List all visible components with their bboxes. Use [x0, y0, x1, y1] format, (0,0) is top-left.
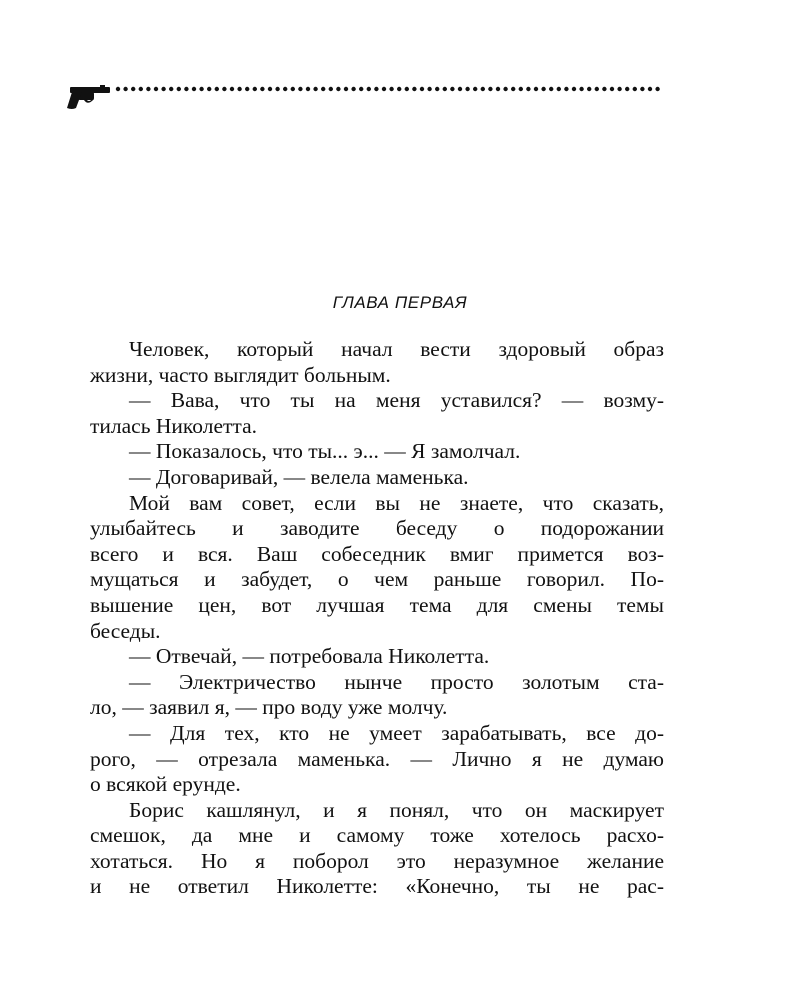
rule-dot	[215, 87, 219, 91]
text-line: о всякой ерунде.	[90, 772, 241, 797]
text-line: рого, — отрезала маменька. — Лично я не думаю	[90, 746, 664, 771]
text-line: — Для тех, кто не умеет зарабатывать, все до-	[129, 720, 664, 745]
rule-dot	[184, 87, 188, 91]
rule-dot	[199, 87, 203, 91]
rule-dot	[465, 87, 469, 91]
text-line: всего и вся. Ваш собеседник вмиг примется воз-	[90, 541, 664, 566]
rule-dot	[557, 87, 561, 91]
rule-dot	[587, 87, 591, 91]
rule-dot	[443, 87, 447, 91]
rule-dot	[640, 87, 644, 91]
rule-dot	[245, 87, 249, 91]
rule-dot	[397, 87, 401, 91]
rule-dot	[625, 87, 629, 91]
rule-dot	[648, 87, 652, 91]
rule-dot	[412, 87, 416, 91]
rule-dot	[367, 87, 371, 91]
rule-dot	[526, 87, 530, 91]
rule-dot	[359, 87, 363, 91]
text-line: и не ответил Николетте: «Конечно, ты не рас-	[90, 874, 664, 899]
rule-dot	[405, 87, 409, 91]
rule-dot	[617, 87, 621, 91]
rule-dot	[488, 87, 492, 91]
text-line: — Договаривай, — велела маменька.	[129, 464, 469, 489]
rule-dot	[473, 87, 477, 91]
text-line: Борис кашлянул, и я понял, что он маскирует	[129, 797, 664, 822]
rule-dot	[511, 87, 515, 91]
rule-dot	[435, 87, 439, 91]
rule-dot	[534, 87, 538, 91]
rule-dot	[139, 87, 143, 91]
rule-dot	[253, 87, 257, 91]
rule-dot	[275, 87, 279, 91]
header-ornament	[62, 80, 672, 112]
rule-dot	[298, 87, 302, 91]
text-line: — Электричество нынче просто золотым ста-	[129, 669, 664, 694]
text-line: жизни, часто выглядит больным.	[90, 362, 391, 387]
rule-dot	[633, 87, 637, 91]
rule-dot	[427, 87, 431, 91]
rule-dot	[595, 87, 599, 91]
rule-dot	[579, 87, 583, 91]
text-line: мущаться и забудет, о чем раньше говорил. По-	[90, 567, 664, 592]
rule-dot	[131, 87, 135, 91]
rule-dot	[610, 87, 614, 91]
rule-dot	[123, 87, 127, 91]
rule-dot	[374, 87, 378, 91]
body-text	[90, 337, 664, 900]
rule-dot	[481, 87, 485, 91]
rule-dot	[382, 87, 386, 91]
rule-dot	[519, 87, 523, 91]
rule-dot	[321, 87, 325, 91]
text-line: — Вава, что ты на меня уставился? — возму-	[129, 388, 664, 413]
rule-dot	[420, 87, 424, 91]
text-line: улыбайтесь и заводите беседу о подорожании	[90, 516, 664, 541]
rule-dot	[260, 87, 264, 91]
rule-dot	[541, 87, 545, 91]
text-line: Мой вам совет, если вы не знаете, что сказать,	[129, 490, 664, 515]
rule-dot	[458, 87, 462, 91]
rule-dot	[154, 87, 158, 91]
rule-dot	[268, 87, 272, 91]
rule-dot	[389, 87, 393, 91]
rule-dot	[169, 87, 173, 91]
rule-dot	[161, 87, 165, 91]
rule-dot	[230, 87, 234, 91]
rule-dot	[207, 87, 211, 91]
rule-dot	[192, 87, 196, 91]
rule-dot	[655, 87, 659, 91]
text-line: тилась Николетта.	[90, 413, 257, 438]
text-line: вышение цен, вот лучшая тема для смены темы	[90, 592, 664, 617]
rule-dot	[306, 87, 310, 91]
rule-dot	[177, 87, 181, 91]
rule-dot	[313, 87, 317, 91]
revolver-icon	[67, 85, 110, 109]
rule-dot	[237, 87, 241, 91]
text-line: — Отвечай, — потребовала Николетта.	[129, 644, 490, 669]
rule-dot	[336, 87, 340, 91]
text-line: Человек, который начал вести здоровый образ	[129, 337, 664, 361]
rule-dot	[283, 87, 287, 91]
rule-dot	[564, 87, 568, 91]
text-line: — Показалось, что ты... э... — Я замолчал.	[129, 439, 521, 464]
rule-dot	[549, 87, 553, 91]
rule-dot	[146, 87, 150, 91]
text-line: ло, — заявил я, — про воду уже молчу.	[90, 695, 448, 720]
header-ornament-graphic	[62, 80, 672, 112]
rule-dot	[351, 87, 355, 91]
rule-dot	[116, 87, 120, 91]
text-line: хотаться. Но я поборол это неразумное желание	[90, 848, 664, 873]
text-line: смешок, да мне и самому тоже хотелось расхо-	[90, 823, 664, 848]
rule-dot	[572, 87, 576, 91]
rule-dot	[329, 87, 333, 91]
rule-dot	[344, 87, 348, 91]
rule-dot	[602, 87, 606, 91]
rule-dot	[503, 87, 507, 91]
rule-dot	[496, 87, 500, 91]
rule-dot	[222, 87, 226, 91]
rule-dot	[450, 87, 454, 91]
chapter-title: ГЛАВА ПЕРВАЯ	[332, 293, 468, 312]
dotted-rule	[116, 87, 660, 91]
text-line: беседы.	[90, 618, 161, 643]
rule-dot	[291, 87, 295, 91]
